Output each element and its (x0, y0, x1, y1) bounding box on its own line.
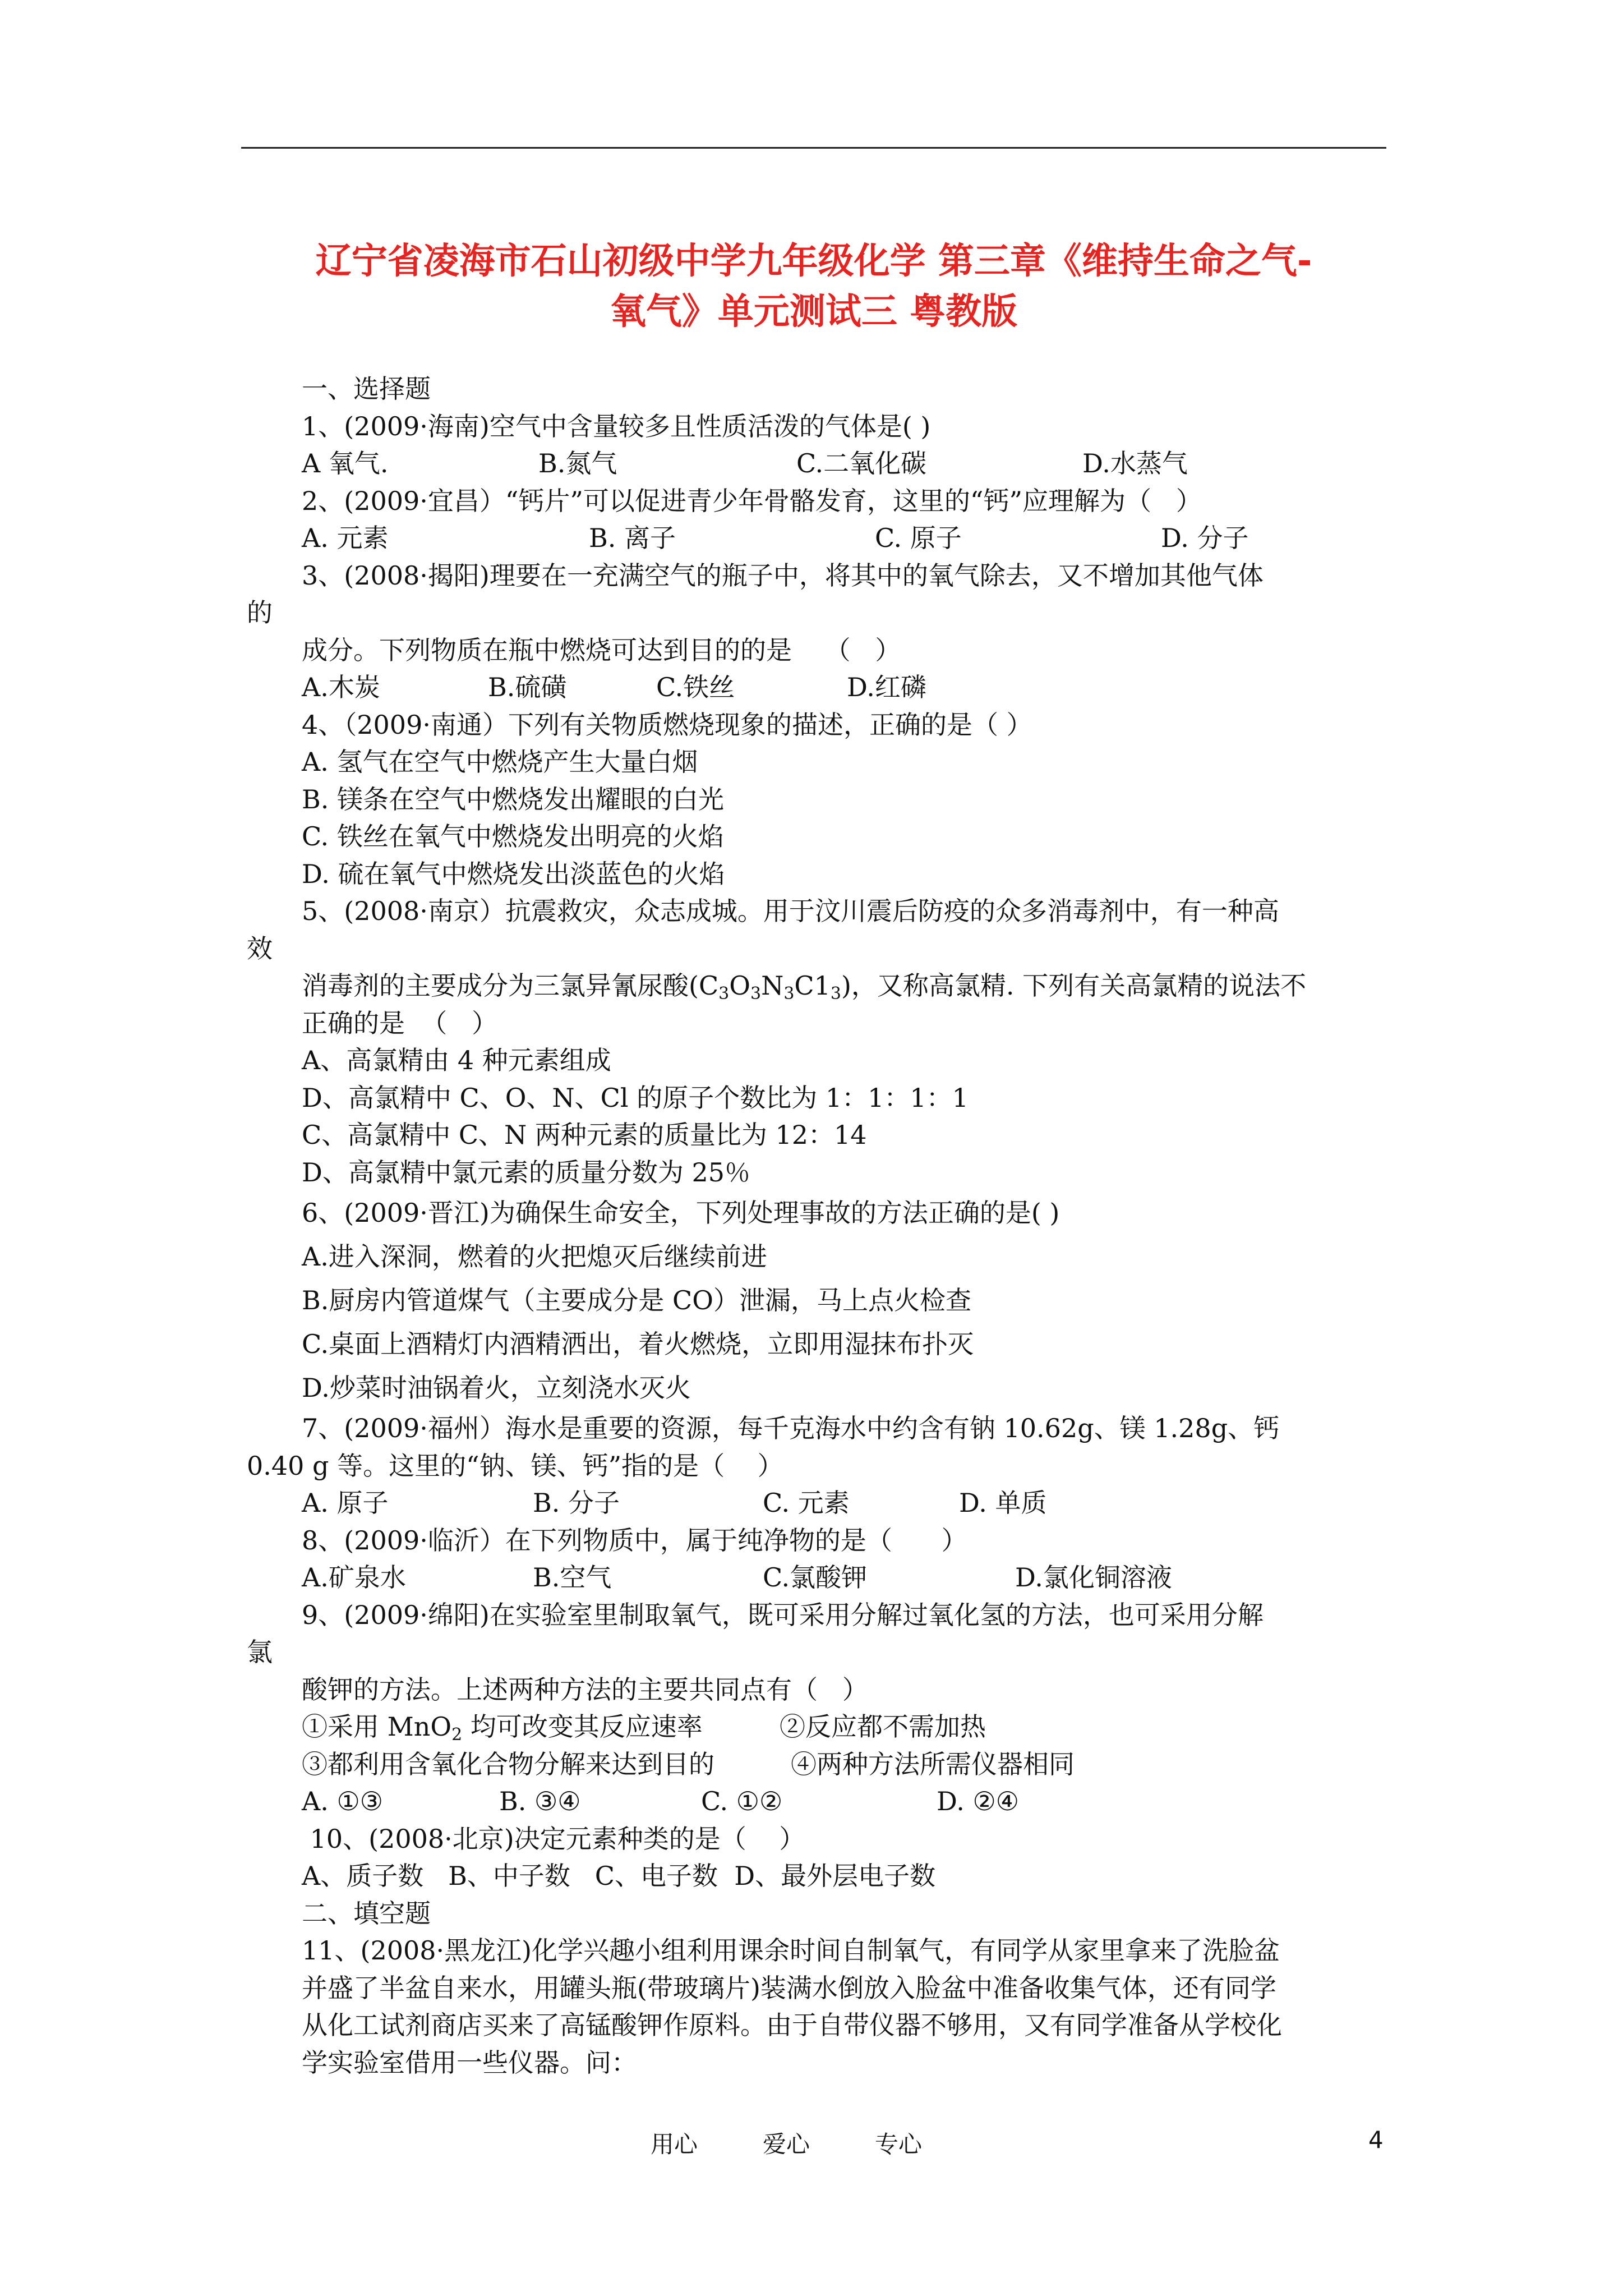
option: D.水蒸气 (1082, 448, 1188, 478)
header-rule (241, 147, 1386, 149)
question-3-cont: 成分。下列物质在瓶中燃烧可达到目的的是 （ ） (302, 634, 901, 665)
section-heading-choice: 一、选择题 (302, 374, 431, 404)
document-title-line-2: 氧气》单元测试三 粤教版 (610, 291, 1018, 333)
option: D. 单质 (959, 1488, 1047, 1518)
option: C. 原子 (875, 523, 962, 553)
question-2-options (247, 519, 1385, 557)
option: A 氧气. (302, 448, 389, 478)
question-4-option-d: D. 硫在氧气中燃烧发出淡蓝色的火焰 (302, 858, 725, 889)
question-9-wrap: 氯 (247, 1637, 273, 1667)
question-5-option-c: C、高氯精中 C、N 两种元素的质量比为 12：14 (302, 1120, 867, 1150)
option: C. ①② (701, 1786, 783, 1816)
question-1: 1、(2009·海南)空气中含量较多且性质活泼的气体是( ) (302, 411, 931, 441)
option: B.硫磺 (488, 672, 567, 702)
question-7-options (247, 1484, 1385, 1522)
option: D. ②④ (937, 1786, 1019, 1816)
question-2: 2、(2009·宜昌）“钙片”可以促进青少年骨骼发育，这里的“钙”应理解为（ ） (302, 485, 1202, 516)
question-5-wrap: 效 (247, 933, 273, 964)
question-5-option-d: D、高氯精中氯元素的质量分数为 25％ (302, 1157, 751, 1188)
footer-motto: 专心 (875, 2131, 923, 2158)
document-body (247, 370, 1385, 2081)
question-9-statements-1: ①采用 MnO$_2$ 均可改变其反应速率 ②反应都不需加热 (247, 1708, 1385, 1746)
question-5: 5、(2008·南京）抗震救灾，众志成城。用于汶川震后防疫的众多消毒剂中，有一种高 (302, 896, 1279, 926)
question-11-cont-3: 学实验室借用一些仪器。问： (302, 2047, 637, 2078)
question-6-option-a: A.进入深洞，燃着的火把熄灭后继续前进 (302, 1241, 767, 1272)
option: B. 离子 (589, 523, 676, 553)
question-3-wrap: 的 (247, 597, 273, 628)
question-8-options (247, 1559, 1385, 1596)
question-9: 9、(2009·绵阳)在实验室里制取氧气，既可采用分解过氧化氢的方法，也可采用分解 (302, 1599, 1264, 1630)
question-10-options: A、质子数 B、中子数 C、电子数 D、最外层电子数 (302, 1861, 936, 1891)
question-7: 7、(2009·福州）海水是重要的资源，每千克海水中约含有钠 10.62g、镁 1.28g、钙 (302, 1413, 1280, 1443)
option: A. 原子 (302, 1488, 389, 1518)
footer-motto: 用心 (651, 2131, 698, 2158)
question-5-formula-line: 消毒剂的主要成分为三氯异氰尿酸$(C_3O_3N_3C1_3)$，又称高氯精. 下列有关高氯精的说法不 (302, 970, 1307, 1004)
question-5-option-b: D、高氯精中 C、O、N、Cl 的原子个数比为 1：1：1：1 (302, 1082, 969, 1113)
question-5-cont: 正确的是 （ ） (302, 1007, 498, 1038)
question-5-option-a: A、高氯精由 4 种元素组成 (302, 1045, 611, 1075)
option: D. 分子 (1161, 523, 1249, 553)
question-11-cont-1: 并盛了半盆自来水，用罐头瓶(带玻璃片)装满水倒放入脸盆中准备收集气体，还有同学 (302, 1972, 1276, 2003)
question-9-statements-2 (247, 1746, 1385, 1783)
option: C.铁丝 (656, 672, 735, 702)
question-11-cont-2: 从化工试剂商店买来了高锰酸钾作原料。由于自带仪器不够用，又有同学准备从学校化 (302, 2010, 1282, 2040)
question-3-options (247, 669, 1385, 706)
option: A. 元素 (302, 523, 389, 553)
statement: ④两种方法所需仪器相同 (791, 1749, 1075, 1779)
question-4-option-c: C. 铁丝在氧气中燃烧发出明亮的火焰 (302, 821, 724, 852)
option: B.氮气 (538, 448, 617, 478)
option: C.氯酸钾 (763, 1562, 868, 1593)
option: D.红磷 (847, 672, 926, 702)
question-9-options (247, 1783, 1385, 1820)
question-4: 4、（2009·南通）下列有关物质燃烧现象的描述，正确的是（ ） (302, 709, 1032, 740)
document-title-line-1: 辽宁省凌海市石山初级中学九年级化学 第三章《维持生命之气- (315, 241, 1312, 282)
option: B. ③④ (499, 1786, 581, 1816)
question-9-cont: 酸钾的方法。上述两种方法的主要共同点有（ ） (302, 1674, 868, 1705)
option: A.矿泉水 (302, 1562, 406, 1593)
question-6-option-b: B.厨房内管道煤气（主要成分是 CO）泄漏，马上点火检查 (302, 1285, 971, 1315)
option: C. 元素 (763, 1488, 850, 1518)
question-8: 8、(2009·临沂）在下列物质中，属于纯净物的是（ ） (302, 1525, 967, 1556)
option: C.二氧化碳 (796, 448, 927, 478)
option: A. ①③ (302, 1786, 383, 1816)
footer-motto: 爱心 (763, 2131, 810, 2158)
statement: ②反应都不需加热 (780, 1711, 986, 1742)
question-6: 6、(2009·晋江)为确保生命安全，下列处理事故的方法正确的是( ) (302, 1198, 1060, 1228)
option: B. 分子 (533, 1488, 620, 1518)
option: A.木炭 (302, 672, 380, 702)
option: B.空气 (533, 1562, 612, 1593)
question-1-options (247, 445, 1385, 482)
question-4-option-a: A. 氢气在空气中燃烧产生大量白烟 (302, 747, 698, 777)
question-7-cont: 0.40 g 等。这里的“钠、镁、钙”指的是（ ） (247, 1450, 783, 1481)
question-3: 3、(2008·揭阳)理要在一充满空气的瓶子中，将其中的氧气除去，又不增加其他气体 (302, 560, 1264, 591)
option: D.氯化铜溶液 (1015, 1562, 1172, 1593)
question-6-option-c: C.桌面上酒精灯内酒精洒出，着火燃烧，立即用湿抹布扑灭 (302, 1329, 974, 1359)
section-heading-fill: 二、填空题 (302, 1898, 431, 1929)
page-number: 4 (1368, 2126, 1384, 2154)
question-4-option-b: B. 镁条在空气中燃烧发出耀眼的白光 (302, 784, 725, 815)
statement: ③都利用含氧化合物分解来达到目的 (302, 1749, 714, 1779)
question-10: 10、(2008·北京)决定元素种类的是（ ） (302, 1823, 805, 1854)
page-footer (0, 2126, 1623, 2165)
question-6-option-d: D.炒菜时油锅着火，立刻浇水灭火 (302, 1373, 691, 1403)
question-11: 11、(2008·黑龙江)化学兴趣小组利用课余时间自制氧气，有同学从家里拿来了洗脸盆 (302, 1935, 1280, 1966)
